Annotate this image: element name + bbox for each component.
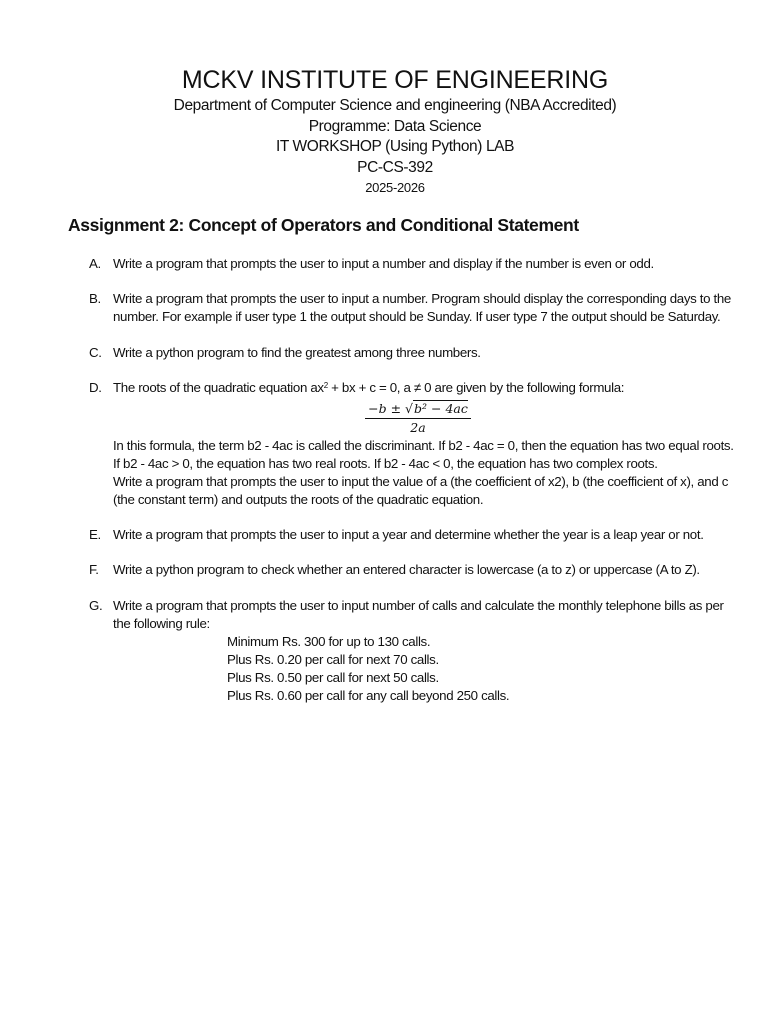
quadratic-formula: [365, 399, 471, 437]
question-text: number. For example if user type 1 the output should be Sunday. If user type 7 the output should be Saturday.: [113, 309, 721, 324]
question-text: (the constant term) and outputs the roots of the quadratic equation.: [113, 492, 484, 507]
intro-text: The roots of the quadratic equation ax: [113, 380, 324, 395]
question-text: Write a python program to find the greatest among three numbers.: [113, 345, 481, 360]
billing-rule: Plus Rs. 0.20 per call for next 70 calls.: [227, 652, 439, 667]
question-d: [89, 379, 739, 397]
assignment-title: Assignment 2: Concept of Operators and Conditional Statement: [68, 215, 579, 235]
question-text: Write a program that prompts the user to input a number. Program should display the corresponding days to the: [113, 291, 731, 306]
formula-numerator-prefix: −b ± √: [368, 401, 414, 416]
formula-radicand: b² − 4ac: [414, 401, 468, 416]
question-text: In this formula, the term b2 - 4ac is called the discriminant. If b2 - 4ac = 0, then the equation has two equal roots.: [113, 438, 734, 453]
exponent: 2: [323, 381, 328, 390]
programme-line: Programme: Data Science: [308, 117, 482, 135]
department-line: Department of Computer Science and engineering (NBA Accredited): [173, 97, 617, 114]
question-c: [89, 344, 739, 362]
question-text: Write a program that prompts the user to input a number and display if the number is even or odd.: [113, 256, 654, 271]
formula-numerator: [365, 399, 471, 418]
question-text: Write a python program to check whether an entered character is lowercase (a to z) or uppercase (A to Z).: [113, 562, 700, 577]
session-year: 2025-2026: [365, 180, 425, 195]
question-e: [89, 526, 739, 544]
document-header: [0, 64, 768, 198]
question-text: Write a program that prompts the user to input number of calls and calculate the monthly telephone bills as per: [113, 598, 724, 613]
formula-denominator: 2a: [410, 420, 426, 435]
question-letter: B.: [89, 291, 101, 306]
question-letter: F.: [89, 562, 99, 577]
question-letter: D.: [89, 380, 102, 395]
course-line: IT WORKSHOP (Using Python) LAB: [275, 138, 515, 155]
question-letter: A.: [89, 256, 101, 271]
question-text: the following rule:: [113, 616, 210, 631]
billing-rules: [227, 633, 739, 705]
question-g: [89, 597, 739, 705]
question-letter: G.: [89, 598, 103, 613]
intro-text-rest: + bx + c = 0, a ≠ 0 are given by the following formula:: [327, 380, 625, 395]
billing-rule: Plus Rs. 0.50 per call for next 50 calls.: [227, 670, 439, 685]
question-b: [89, 290, 739, 326]
question-f: [89, 561, 739, 579]
question-d-continued: [89, 437, 739, 509]
question-letter: C.: [89, 345, 102, 360]
billing-rule: Minimum Rs. 300 for up to 130 calls.: [227, 634, 431, 649]
question-letter: E.: [89, 527, 101, 542]
course-code: PC-CS-392: [357, 158, 433, 176]
billing-rule: Plus Rs. 0.60 per call for any call beyond 250 calls.: [227, 688, 510, 703]
institute-name: MCKV INSTITUTE OF ENGINEERING: [181, 66, 609, 94]
question-text: Write a program that prompts the user to input the value of a (the coefficient of x2), b (the coefficient of x), and c: [113, 474, 729, 489]
question-text: If b2 - 4ac > 0, the equation has two real roots. If b2 - 4ac < 0, the equation has two complex roots.: [113, 456, 658, 471]
question-text: Write a program that prompts the user to input a year and determine whether the year is a leap year or not.: [113, 527, 704, 542]
question-text-intro: [113, 379, 739, 397]
question-a: [89, 255, 739, 273]
